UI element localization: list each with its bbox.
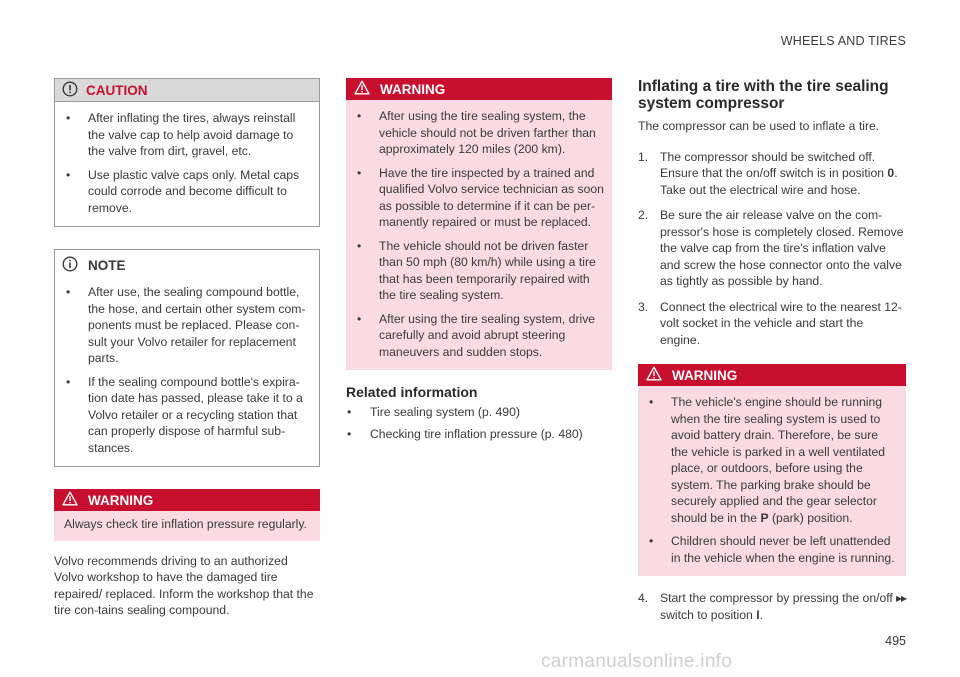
step-number: 1. <box>638 149 649 164</box>
warning-header <box>54 489 320 511</box>
section-title: Inflating a tire with the tire sealing system compressor <box>638 78 889 112</box>
step-text: Connect the electrical wire to the nearest 12-volt socket in the vehicle and start the engine. <box>660 299 902 347</box>
note-box <box>54 249 320 467</box>
step-text: The compressor should be switched off. Ensure that the on/off switch is in position <box>660 149 888 180</box>
step-item <box>638 299 906 349</box>
related-link[interactable]: • Checking tire inflation pressure (p. 480) <box>346 426 612 443</box>
list-item: • The vehicle should not be driven faster than 50 mph (80 km/h) while using a tire that has been temporarily repaired with the tire sealing system. <box>356 238 604 304</box>
step-bold: 0 <box>887 166 895 180</box>
step-text: Start the compressor by pressing the on/off switch to position <box>660 591 893 622</box>
warning-title: WARNING <box>88 492 154 508</box>
continue-arrow-icon: ▸▸ <box>895 591 906 605</box>
list-item <box>648 394 898 526</box>
note-list <box>55 276 319 466</box>
list-item: • After use, the sealing compound bottle, the hose, and certain other system com-ponents must be replaced. Please con-sult your Volvo retailer for replacement parts. <box>65 284 311 367</box>
column-left <box>54 78 320 619</box>
step-item <box>638 590 906 623</box>
step-bold: I <box>756 607 760 622</box>
caution-box <box>54 78 320 227</box>
step-text: Be sure the air release valve on the com-pressor's hose is completely closed. Remove the valve cap from the tire's inflation valve and screw the hose connector onto the valve as tightly as possible by hand. <box>660 208 904 288</box>
list-item: • Children should never be left unattended in the vehicle when the engine is running. <box>648 533 898 566</box>
warning-text: Always check tire inflation pressure regularly. <box>64 517 307 531</box>
list-item: • After inflating the tires, always reinstall the valve cap to help avoid damage to the valve from dirt, gravel, etc. <box>65 110 311 160</box>
step-item <box>638 149 906 199</box>
body-paragraph: Volvo recommends driving to an authorized Volvo workshop to have the damaged tire repaired/ replaced. Inform the workshop that the tire con-tains sealing compound. <box>54 553 314 617</box>
section-lead: The compressor can be used to inflate a tire. <box>638 119 880 133</box>
list-item: • After using the tire sealing system, the vehicle should not be driven farther than approximately 120 miles (200 km). <box>356 108 604 158</box>
list-item: • After using the tire sealing system, drive carefully and avoid abrupt steering maneuvers and sudden stops. <box>356 311 604 361</box>
gear-position-label: P <box>760 510 769 525</box>
step-number: 3. <box>638 299 649 314</box>
exclamation-circle-icon <box>62 81 78 100</box>
related-info-heading: Related information <box>346 384 478 400</box>
list-item: • Use plastic valve caps only. Metal caps could corrode and become difficult to remove. <box>65 167 311 217</box>
warning-title: WARNING <box>672 367 738 383</box>
step-text-after: . Take out the electrical wire and hose. <box>660 166 898 197</box>
watermark: carmanualsonline.info <box>541 651 733 672</box>
related-link[interactable]: • Tire sealing system (p. 490) <box>346 404 612 421</box>
warning-box-mid <box>346 78 612 370</box>
step-text-after: . <box>759 607 763 622</box>
page-header-section: WHEELS AND TIRES <box>780 34 906 48</box>
caution-list <box>55 102 319 226</box>
list-item-text-after: (park) position. <box>768 510 853 525</box>
note-title: NOTE <box>88 257 126 273</box>
column-middle <box>346 78 612 447</box>
step-number: 2. <box>638 208 649 222</box>
column-right <box>638 78 906 639</box>
list-item: • If the sealing compound bottle's expira-tion date has passed, please take it to a Volvo retailer or a recycling station that can properly dispose of harmful sub-stances. <box>65 374 311 457</box>
warning-header <box>638 364 906 386</box>
info-circle-icon <box>62 256 78 275</box>
warning-header <box>346 78 612 100</box>
list-item: • Have the tire inspected by a trained and qualified Volvo service technician as soon as possible to determine if it can be per-manently repaired or must be replaced. <box>356 165 604 231</box>
steps-list <box>638 149 906 349</box>
step-number: 4. <box>638 591 649 605</box>
warning-box-small <box>54 489 320 541</box>
warning-list <box>638 386 906 576</box>
warning-triangle-icon <box>354 80 370 98</box>
steps-list-continued <box>638 590 906 623</box>
caution-header <box>55 79 319 102</box>
caution-title: CAUTION <box>86 82 148 98</box>
warning-box-right <box>638 364 906 576</box>
warning-triangle-icon <box>62 491 78 509</box>
warning-triangle-icon <box>646 366 662 384</box>
warning-list <box>346 100 612 370</box>
page-number: 495 <box>885 634 906 648</box>
warning-title: WARNING <box>380 81 446 97</box>
step-item <box>638 207 906 290</box>
related-info-list <box>346 404 612 442</box>
list-item-text: The vehicle's engine should be running when the tire sealing system is used to avoid battery drain. Therefore, be sure the vehicle is parked in a well ventilated place, or outdoors, before using the system. The parking brake should be securely applied and the gear selector should be in the <box>671 395 886 525</box>
note-header <box>55 250 319 276</box>
